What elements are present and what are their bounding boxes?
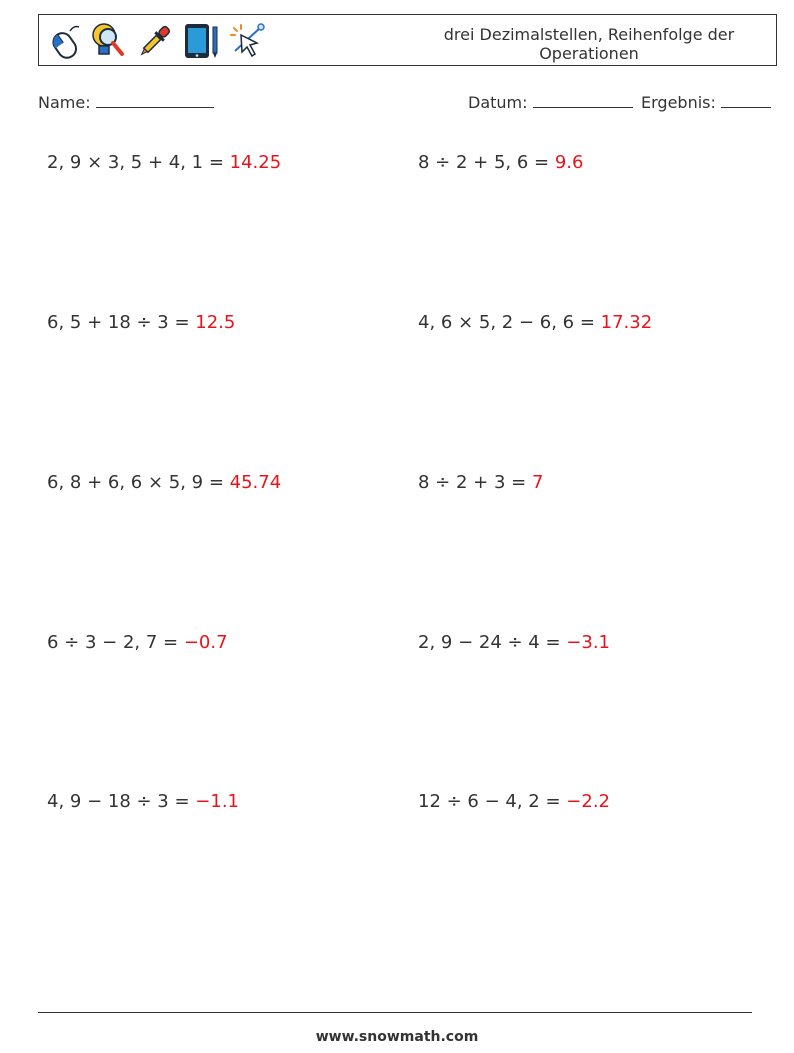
header-box xyxy=(38,14,777,66)
mouse-icon xyxy=(43,21,83,61)
problem-expression: 4, 6 × 5, 2 − 6, 6 = xyxy=(418,312,601,333)
problem-3 xyxy=(47,312,235,333)
date-blank xyxy=(533,93,633,108)
problem-6 xyxy=(418,472,543,493)
result-field xyxy=(641,93,771,112)
problem-expression: 2, 9 − 24 ÷ 4 = xyxy=(418,632,567,653)
problem-4 xyxy=(418,312,652,333)
problem-expression: 2, 9 × 3, 5 + 4, 1 = xyxy=(47,152,230,173)
problem-answer: 9.6 xyxy=(554,152,584,173)
footer-url[interactable]: www.snowmath.com xyxy=(315,1029,479,1045)
date-label: Datum: xyxy=(468,93,528,112)
problem-9 xyxy=(47,791,239,812)
date-field xyxy=(468,93,633,112)
problem-answer: 17.32 xyxy=(600,312,653,333)
problem-answer: −0.7 xyxy=(183,632,228,653)
name-blank xyxy=(96,93,214,108)
problem-expression: 6, 5 + 18 ÷ 3 = xyxy=(47,312,196,333)
problem-expression: 8 ÷ 2 + 3 = xyxy=(418,472,532,493)
problem-10 xyxy=(418,791,610,812)
problem-expression: 12 ÷ 6 − 4, 2 = xyxy=(418,791,567,812)
problem-answer: −2.2 xyxy=(566,791,610,812)
problem-1 xyxy=(47,152,281,173)
problem-answer: −1.1 xyxy=(195,791,239,812)
pointer-click-icon xyxy=(227,21,267,61)
eyedropper-icon xyxy=(135,21,175,61)
problem-expression: 6 ÷ 3 − 2, 7 = xyxy=(47,632,184,653)
problem-expression: 8 ÷ 2 + 5, 6 = xyxy=(418,152,555,173)
problem-answer: 45.74 xyxy=(229,472,282,493)
problem-answer: 7 xyxy=(531,472,544,493)
name-field xyxy=(38,93,214,112)
icon-strip xyxy=(43,19,267,63)
problem-expression: 4, 9 − 18 ÷ 3 = xyxy=(47,791,196,812)
lightbulb-magnifier-icon xyxy=(89,21,129,61)
tablet-pen-icon xyxy=(181,21,221,61)
name-label: Name: xyxy=(38,93,91,112)
problem-7 xyxy=(47,632,228,653)
footer-divider xyxy=(38,1012,752,1013)
problem-expression: 6, 8 + 6, 6 × 5, 9 = xyxy=(47,472,230,493)
worksheet-title: drei Dezimalstellen, Reihenfolge der Operationen xyxy=(443,25,735,63)
problem-2 xyxy=(418,152,583,173)
result-label: Ergebnis: xyxy=(641,93,716,112)
problem-answer: 14.25 xyxy=(229,152,282,173)
problem-answer: −3.1 xyxy=(566,632,610,653)
problem-5 xyxy=(47,472,281,493)
result-blank xyxy=(721,93,771,108)
problem-answer: 12.5 xyxy=(195,312,236,333)
problem-8 xyxy=(418,632,610,653)
